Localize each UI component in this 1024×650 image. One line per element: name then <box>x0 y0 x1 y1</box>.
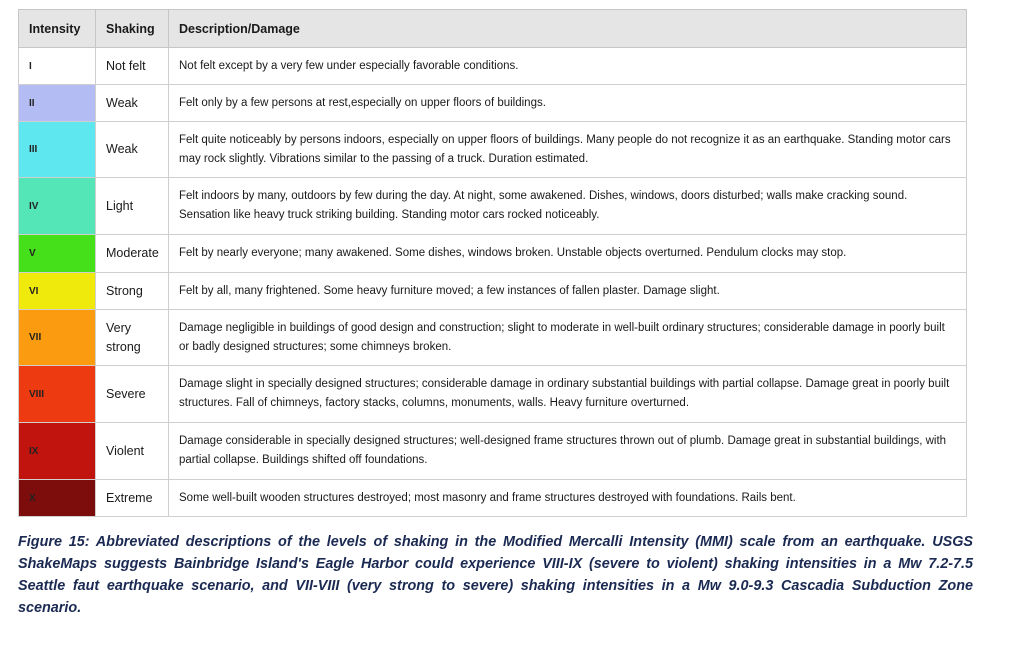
description-cell: Not felt except by a very few under especially favorable conditions. <box>169 48 967 85</box>
shaking-cell: Not felt <box>96 48 169 85</box>
description-cell: Felt only by a few persons at rest,especially on upper floors of buildings. <box>169 85 967 122</box>
intensity-cell: VII <box>19 310 96 366</box>
description-cell: Felt indoors by many, outdoors by few during the day. At night, some awakened. Dishes, windows, doors disturbed; walls make cracking sound. Sensation like heavy truck striking building. Standing motor cars rocked noticeably. <box>169 178 967 235</box>
table-row <box>19 366 967 423</box>
table-row <box>19 423 967 480</box>
header-intensity: Intensity <box>19 10 96 48</box>
intensity-cell: VI <box>19 273 96 310</box>
description-cell: Felt by nearly everyone; many awakened. Some dishes, windows broken. Unstable objects overturned. Pendulum clocks may stop. <box>169 235 967 273</box>
intensity-cell: VIII <box>19 366 96 423</box>
description-cell: Damage slight in specially designed structures; considerable damage in ordinary substantial buildings with partial collapse. Damage great in poorly built structures. Fall of chimneys, factory stacks, columns, monuments, walls. Heavy furniture overturned. <box>169 366 967 423</box>
figure-caption: Figure 15: Abbreviated descriptions of the levels of shaking in the Modified Mercalli Intensity (MMI) scale from an earthquake. USGS ShakeMaps suggests Bainbridge Island's Eagle Harbor could experience VIII-IX (severe to violent) shaking intensities in a Mw 7.2-7.5 Seattle faut earthquake scenario, and VII-VIII (very strong to severe) shaking intensities in a Mw 9.0-9.3 Cascadia Subduction Zone scenario. <box>18 534 973 616</box>
table-row <box>19 122 967 178</box>
table-row <box>19 310 967 366</box>
intensity-cell: I <box>19 48 96 85</box>
shaking-cell: Moderate <box>96 235 169 273</box>
shaking-cell: Light <box>96 178 169 235</box>
intensity-cell: IX <box>19 423 96 480</box>
header-description: Description/Damage <box>169 10 967 48</box>
description-cell: Felt by all, many frightened. Some heavy furniture moved; a few instances of fallen plaster. Damage slight. <box>169 273 967 310</box>
description-cell: Damage considerable in specially designed structures; well-designed frame structures thrown out of plumb. Damage great in substantial buildings, with partial collapse. Buildings shifted off foundations. <box>169 423 967 480</box>
table-row <box>19 48 967 85</box>
intensity-cell: II <box>19 85 96 122</box>
shaking-cell: Severe <box>96 366 169 423</box>
table-row <box>19 178 967 235</box>
shaking-cell: Extreme <box>96 480 169 517</box>
shaking-cell: Violent <box>96 423 169 480</box>
mmi-figure <box>18 9 973 619</box>
header-shaking: Shaking <box>96 10 169 48</box>
table-row <box>19 480 967 517</box>
intensity-cell: X <box>19 480 96 517</box>
shaking-cell: Strong <box>96 273 169 310</box>
table-row <box>19 235 967 273</box>
table-body <box>19 48 967 517</box>
intensity-cell: IV <box>19 178 96 235</box>
description-cell: Some well-built wooden structures destroyed; most masonry and frame structures destroyed with foundations. Rails bent. <box>169 480 967 517</box>
table-row <box>19 85 967 122</box>
table-row <box>19 273 967 310</box>
shaking-cell: Weak <box>96 85 169 122</box>
description-cell: Felt quite noticeably by persons indoors, especially on upper floors of buildings. Many people do not recognize it as an earthquake. Standing motor cars may rock slightly. Vibrations similar to the passing of a truck. Duration estimated. <box>169 122 967 178</box>
description-cell: Damage negligible in buildings of good design and construction; slight to moderate in well-built ordinary structures; considerable damage in poorly built or badly designed structures; some chimneys broken. <box>169 310 967 366</box>
mmi-intensity-table <box>18 9 967 517</box>
table-header-row <box>19 10 967 48</box>
intensity-cell: V <box>19 235 96 273</box>
intensity-cell: III <box>19 122 96 178</box>
shaking-cell: Very strong <box>96 310 169 366</box>
shaking-cell: Weak <box>96 122 169 178</box>
